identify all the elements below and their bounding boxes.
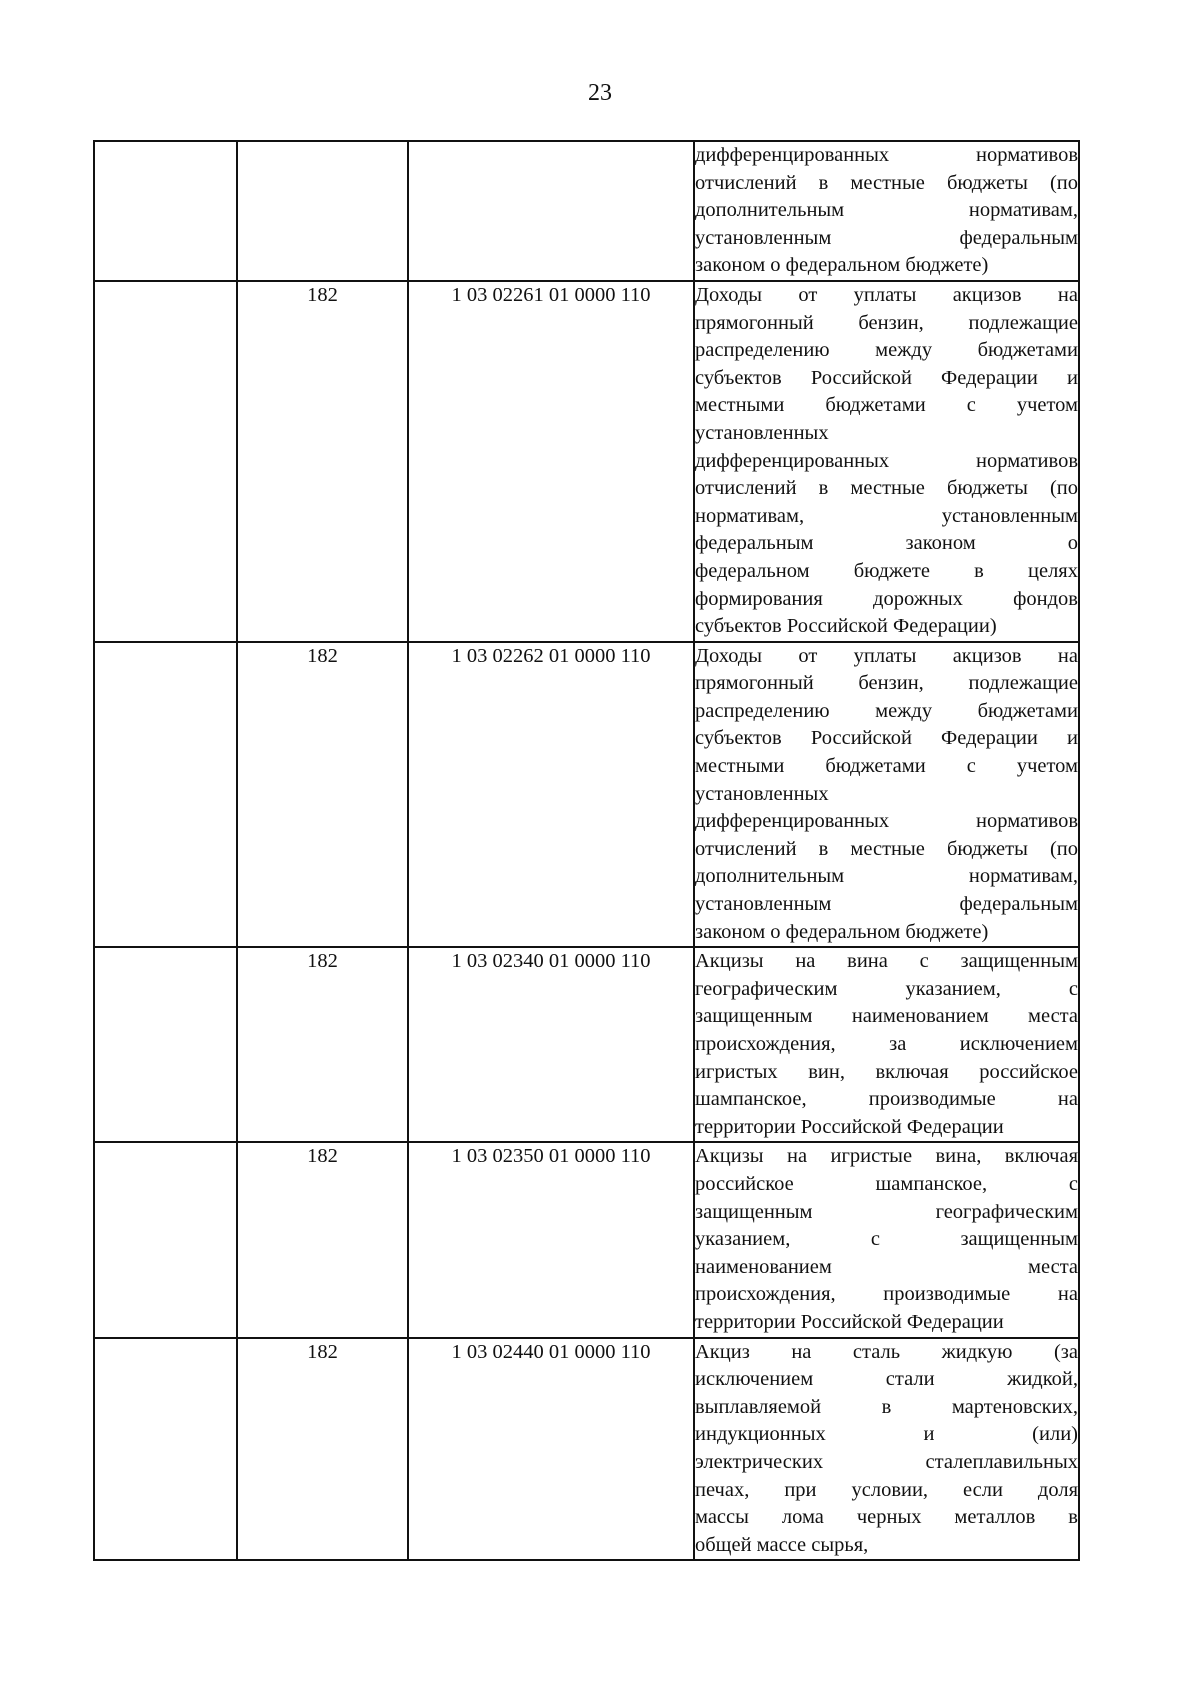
description-cell bbox=[694, 141, 1079, 281]
description-line: массы лома черных металлов в bbox=[695, 1506, 1078, 1529]
description-line: местными бюджетами с учетом bbox=[695, 755, 1078, 778]
description-line: установленных bbox=[695, 782, 829, 805]
description-line: установленных bbox=[695, 421, 829, 444]
description-line: защищенным наименованием места bbox=[695, 1005, 1078, 1028]
budget-code-cell: 1 03 02262 01 0000 110 bbox=[408, 642, 694, 948]
description-line: выплавляемой в мартеновских, bbox=[695, 1395, 1078, 1418]
table-row bbox=[94, 1338, 1079, 1561]
description-line: Доходы от уплаты акцизов на bbox=[695, 644, 1078, 667]
description-line: Акциз на сталь жидкую (за bbox=[695, 1340, 1078, 1363]
table-row bbox=[94, 947, 1079, 1142]
description-line: распределению между бюджетами bbox=[695, 339, 1078, 362]
empty-cell bbox=[94, 1142, 237, 1337]
description-line: наименованием места bbox=[695, 1255, 1078, 1278]
description-line: субъектов Российской Федерации и bbox=[695, 727, 1078, 750]
description-line: установленным федеральным bbox=[695, 893, 1078, 916]
budget-codes-table bbox=[93, 140, 1080, 1561]
description-line: отчислений в местные бюджеты (по bbox=[695, 477, 1078, 500]
table-row bbox=[94, 141, 1079, 281]
description-line: происхождения, за исключением bbox=[695, 1033, 1078, 1055]
budget-code-cell: 1 03 02261 01 0000 110 bbox=[408, 281, 694, 642]
description-line: шампанское, производимые на bbox=[695, 1088, 1078, 1111]
empty-cell bbox=[94, 642, 237, 948]
description-line: федеральным законом о bbox=[695, 532, 1078, 555]
description-line: электрических сталеплавильных bbox=[695, 1450, 1078, 1473]
table-row bbox=[94, 1142, 1079, 1337]
description-line: распределению между бюджетами bbox=[695, 699, 1078, 722]
empty-cell bbox=[94, 1338, 237, 1561]
description-line: нормативам, установленным bbox=[695, 504, 1078, 527]
description-cell bbox=[694, 281, 1079, 642]
empty-cell bbox=[94, 281, 237, 642]
description-line: географическим указанием, с bbox=[695, 977, 1078, 1000]
table-row bbox=[94, 281, 1079, 642]
description-cell bbox=[694, 1338, 1079, 1561]
description-line: местными бюджетами с учетом bbox=[695, 394, 1078, 417]
description-line: территории Российской Федерации bbox=[695, 1310, 1004, 1333]
empty-cell bbox=[94, 141, 237, 281]
admin-code-cell: 182 bbox=[237, 281, 408, 642]
description-line: дифференцированных нормативов bbox=[695, 810, 1078, 833]
description-line: исключением стали жидкой, bbox=[695, 1368, 1078, 1391]
description-line: отчислений в местные бюджеты (по bbox=[695, 171, 1078, 194]
description-line: российское шампанское, с bbox=[695, 1172, 1078, 1195]
description-line: установленным федеральным bbox=[695, 226, 1078, 249]
description-line: печах, при условии, если доля bbox=[695, 1478, 1078, 1501]
description-cell bbox=[694, 947, 1079, 1142]
admin-code-cell: 182 bbox=[237, 1142, 408, 1337]
empty-cell bbox=[94, 947, 237, 1142]
description-cell bbox=[694, 1142, 1079, 1337]
description-line: территории Российской Федерации bbox=[695, 1115, 1004, 1138]
description-line: отчислений в местные бюджеты (по bbox=[695, 837, 1078, 860]
budget-code-cell: 1 03 02440 01 0000 110 bbox=[408, 1338, 694, 1561]
description-line: дополнительным нормативам, bbox=[695, 199, 1078, 222]
description-line: игристых вин, включая российское bbox=[695, 1060, 1078, 1083]
description-line: федеральном бюджете в целях bbox=[695, 559, 1078, 582]
admin-code-cell: 182 bbox=[237, 947, 408, 1142]
description-line: Акцизы на игристые вина, включая bbox=[695, 1145, 1078, 1168]
admin-code-cell: 182 bbox=[237, 642, 408, 948]
description-line: формирования дорожных фондов bbox=[695, 587, 1078, 610]
description-line: прямогонный бензин, подлежащие bbox=[695, 672, 1078, 695]
description-line: законом о федеральном бюджете) bbox=[695, 254, 989, 277]
admin-code-cell: 182 bbox=[237, 1338, 408, 1561]
table-row bbox=[94, 642, 1079, 948]
description-line: защищенным географическим bbox=[695, 1200, 1078, 1223]
budget-code-cell bbox=[408, 141, 694, 281]
description-line: субъектов Российской Федерации) bbox=[695, 615, 997, 638]
description-line: законом о федеральном бюджете) bbox=[695, 920, 989, 943]
description-line: дифференцированных нормативов bbox=[695, 144, 1078, 166]
description-line: субъектов Российской Федерации и bbox=[695, 366, 1078, 389]
description-line: дифференцированных нормативов bbox=[695, 449, 1078, 472]
budget-code-cell: 1 03 02350 01 0000 110 bbox=[408, 1142, 694, 1337]
description-line: прямогонный бензин, подлежащие bbox=[695, 311, 1078, 334]
description-line: общей массе сырья, bbox=[695, 1533, 869, 1556]
page-number: 23 bbox=[588, 80, 612, 106]
description-line: дополнительным нормативам, bbox=[695, 865, 1078, 888]
description-line: Доходы от уплаты акцизов на bbox=[695, 283, 1078, 306]
description-line: Акцизы на вина с защищенным bbox=[695, 950, 1078, 973]
budget-code-cell: 1 03 02340 01 0000 110 bbox=[408, 947, 694, 1142]
admin-code-cell bbox=[237, 141, 408, 281]
description-line: происхождения, производимые на bbox=[695, 1283, 1078, 1306]
description-cell bbox=[694, 642, 1079, 948]
description-line: указанием, с защищенным bbox=[695, 1228, 1078, 1251]
description-line: индукционных и (или) bbox=[695, 1423, 1078, 1446]
